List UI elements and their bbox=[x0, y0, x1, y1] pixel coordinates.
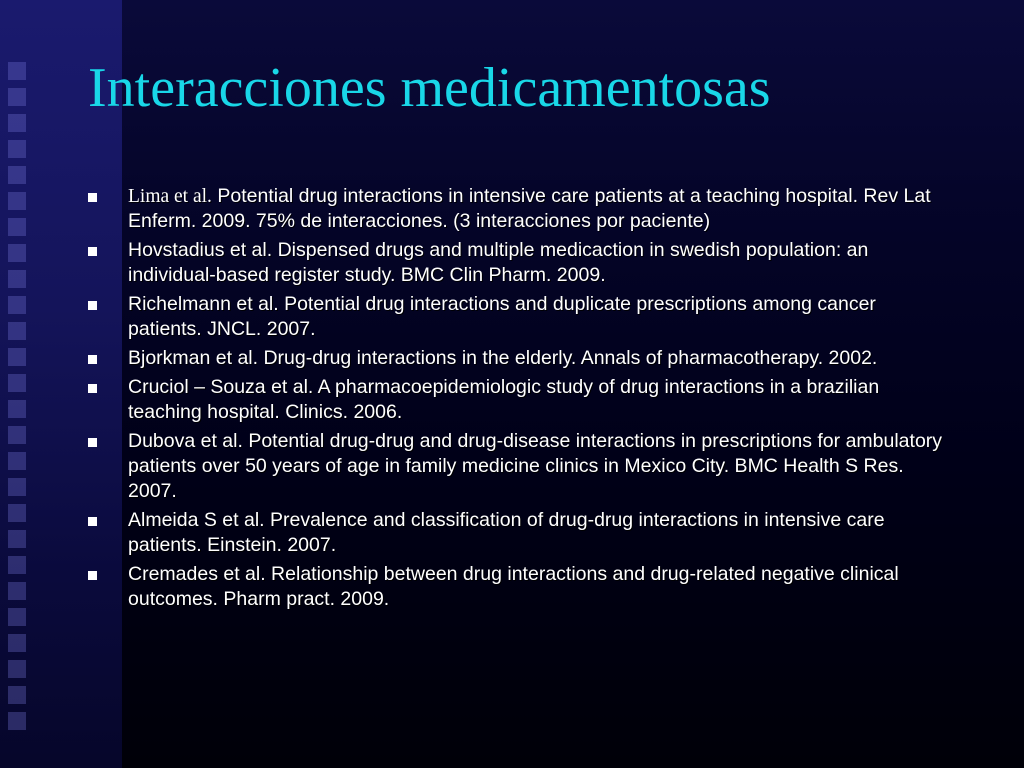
decorative-square bbox=[8, 322, 26, 340]
bullet-square-icon bbox=[88, 517, 97, 526]
list-item-text: Hovstadius et al. Dispensed drugs and multiple medicaction in swedish population: an individual-based register study. BMC Clin Pharm. 2009. bbox=[128, 239, 869, 286]
bullet-square-icon bbox=[88, 384, 97, 393]
decorative-square bbox=[8, 504, 26, 522]
decorative-square bbox=[8, 426, 26, 444]
list-item bbox=[88, 562, 948, 612]
slide-title: Interacciones medicamentosas bbox=[88, 57, 771, 119]
decorative-square bbox=[8, 582, 26, 600]
decorative-square bbox=[8, 374, 26, 392]
bullet-square-icon bbox=[88, 438, 97, 447]
decorative-square bbox=[8, 348, 26, 366]
decorative-squares bbox=[8, 62, 28, 762]
decorative-square bbox=[8, 478, 26, 496]
decorative-square bbox=[8, 114, 26, 132]
decorative-square bbox=[8, 140, 26, 158]
list-item-lead: Lima et al. bbox=[128, 186, 212, 207]
decorative-square bbox=[8, 400, 26, 418]
bullet-square-icon bbox=[88, 571, 97, 580]
decorative-square bbox=[8, 88, 26, 106]
reference-list bbox=[88, 184, 948, 616]
bullet-square-icon bbox=[88, 301, 97, 310]
list-item-text: Dubova et al. Potential drug-drug and drug-disease interactions in prescriptions for ambulatory patients over 50 years of age in family medicine clinics in Mexico City. BMC Health S Res. 2007. bbox=[128, 430, 943, 502]
decorative-square bbox=[8, 608, 26, 626]
decorative-square bbox=[8, 686, 26, 704]
list-item bbox=[88, 292, 948, 342]
decorative-square bbox=[8, 556, 26, 574]
decorative-square bbox=[8, 634, 26, 652]
bullet-square-icon bbox=[88, 247, 97, 256]
decorative-square bbox=[8, 166, 26, 184]
bullet-square-icon bbox=[88, 355, 97, 364]
list-item-text: Cremades et al. Relationship between drug interactions and drug-related negative clinical outcomes. Pharm pract. 2009. bbox=[128, 563, 899, 610]
decorative-square bbox=[8, 452, 26, 470]
list-item bbox=[88, 346, 948, 371]
decorative-square bbox=[8, 218, 26, 236]
decorative-square bbox=[8, 62, 26, 80]
decorative-square bbox=[8, 296, 26, 314]
decorative-square bbox=[8, 660, 26, 678]
decorative-square bbox=[8, 270, 26, 288]
list-item bbox=[88, 508, 948, 558]
list-item-text: Richelmann et al. Potential drug interactions and duplicate prescriptions among cancer patients. JNCL. 2007. bbox=[128, 293, 876, 340]
list-item bbox=[88, 375, 948, 425]
list-item-text: Almeida S et al. Prevalence and classification of drug-drug interactions in intensive care patients. Einstein. 2007. bbox=[128, 509, 885, 556]
list-item-text: Bjorkman et al. Drug-drug interactions in the elderly. Annals of pharmacotherapy. 2002. bbox=[128, 347, 878, 369]
list-item bbox=[88, 238, 948, 288]
list-item bbox=[88, 429, 948, 504]
list-item bbox=[88, 184, 948, 234]
list-item-text: Cruciol – Souza et al. A pharmacoepidemiologic study of drug interactions in a brazilian teaching hospital. Clinics. 2006. bbox=[128, 376, 880, 423]
list-item-text: Potential drug interactions in intensive care patients at a teaching hospital. Rev Lat Enferm. 2009. 75% de interacciones. (3 interacciones por paciente) bbox=[128, 185, 931, 232]
decorative-square bbox=[8, 244, 26, 262]
decorative-square bbox=[8, 712, 26, 730]
bullet-square-icon bbox=[88, 193, 97, 202]
decorative-square bbox=[8, 192, 26, 210]
decorative-square bbox=[8, 530, 26, 548]
